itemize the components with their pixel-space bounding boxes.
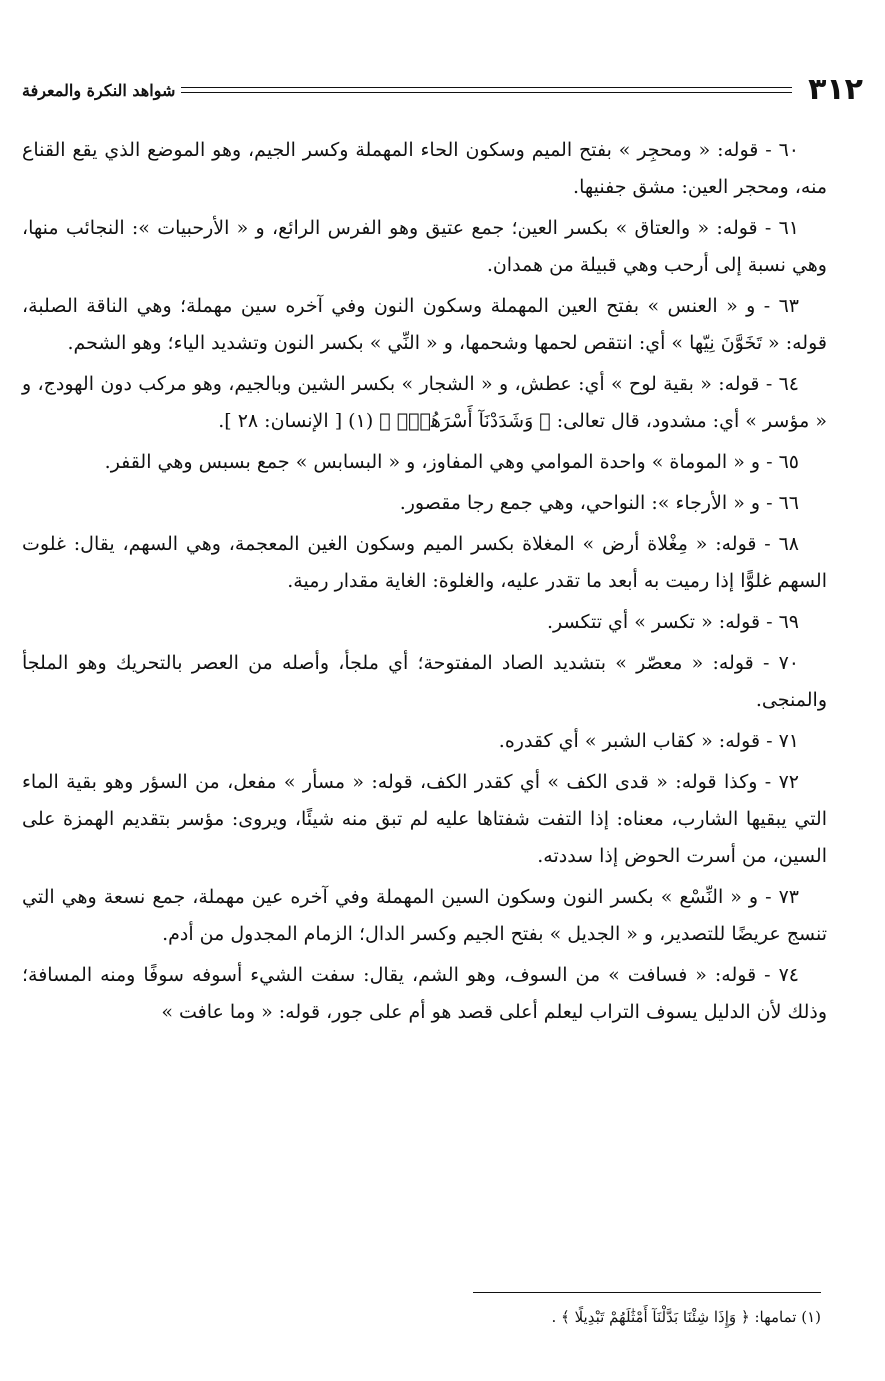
entry-65: ٦٥ - و « الموماة » واحدة الموامي وهي المفاوز، و « البسابس » جمع بسبس وهي القفر. — [104, 451, 799, 473]
entry-71: ٧١ - قوله: « كقاب الشبر » أي كقدره. — [498, 730, 799, 752]
entry-61: ٦١ - قوله: « والعتاق » بكسر العين؛ جمع عتيق وهو الفرس الرائع، و « الأرحبيات »: النجائب منها، وهي نسبة إلى أرحب وهي قبيلة من همدان. — [22, 217, 827, 276]
running-header — [22, 70, 863, 110]
page-number: ٣١٢ — [808, 72, 863, 107]
entry-63: ٦٣ - و « العنس » بفتح العين المهملة وسكون النون وفي آخره سين مهملة؛ وهي الناقة الصلبة، قوله: « تَخَوَّنَ نِيّها » أي: انتقص لحمها وشحمها، و « النِّي » بكسر النون وتشديد الياء؛ وهو الشحم. — [22, 295, 827, 354]
footnote-1: (١) تمامها: ﴿ وَإِذَا شِئْنَا بَدَّلْنَآ أَمْثَٰلَهُمْ تَبْدِيلًا ﴾ . — [551, 1308, 821, 1326]
entry-64: ٦٤ - قوله: « بقية لوح » أي: عطش، و « الشجار » بكسر الشين وبالجيم، وهو مركب دون الهودج، و « مؤسر » أي: مشدود، قال تعالى: ﴿ وَشَدَدْنَآ أَسْرَهُمْۖ ﴾ (١) [ الإنسان: ٢٨ ]. — [22, 373, 827, 432]
footnote-separator — [473, 1292, 821, 1293]
entry-66: ٦٦ - و « الأرجاء »: النواحي، وهي جمع رجا مقصور. — [399, 492, 799, 514]
commentary-body — [22, 132, 827, 1035]
entry-72: ٧٢ - وكذا قوله: « قدى الكف » أي كقدر الكف، قوله: « مسأر » مفعل، من السؤر وهو بقية الماء التي يبقيها الشارب، معناه: إذا التفت شفتاها عليه لم تبق منه شيئًا، ويروى: مؤسر بتقديم الهمزة على السين، من أسرت الحوض إذا سددته. — [22, 771, 827, 867]
entry-73: ٧٣ - و « النِّسْع » بكسر النون وسكون السين المهملة وفي آخره عين مهملة، جمع نسعة وهي التي تنسج عريضًا للتصدير، و « الجديل » بفتح الجيم وكسر الدال؛ الزمام المجدول من أدم. — [22, 886, 827, 945]
entry-69: ٦٩ - قوله: « تكسر » أي تتكسر. — [547, 611, 799, 633]
entry-68: ٦٨ - قوله: « مِغْلاة أرض » المغلاة بكسر الميم وسكون الغين المعجمة، وهي السهم، يقال: غلوت السهم غلوًّا إذا رميت به أبعد ما تقدر عليه، والغلوة: الغاية مقدار رمية. — [22, 533, 827, 592]
header-rule — [181, 87, 792, 93]
running-title: شواهد النكرة والمعرفة — [22, 80, 176, 100]
entry-74: ٧٤ - قوله: « فسافت » من السوف، وهو الشم، يقال: سفت الشيء أسوفه سوفًا ومنه المسافة؛ وذلك لأن الدليل يسوف التراب ليعلم أعلى قصد هو أم على جور، قوله: « وما عافت » — [22, 964, 827, 1023]
entry-70: ٧٠ - قوله: « معصّر » بتشديد الصاد المفتوحة؛ أي ملجأ، وأصله من العصر بالتحريك وهو الملجأ والمنجى. — [22, 652, 827, 711]
entry-60: ٦٠ - قوله: « ومحجِر » بفتح الميم وسكون الحاء المهملة وكسر الجيم، وهو الموضع الذي يقع القناع منه، ومحجر العين: مشق جفنيها. — [22, 139, 827, 198]
